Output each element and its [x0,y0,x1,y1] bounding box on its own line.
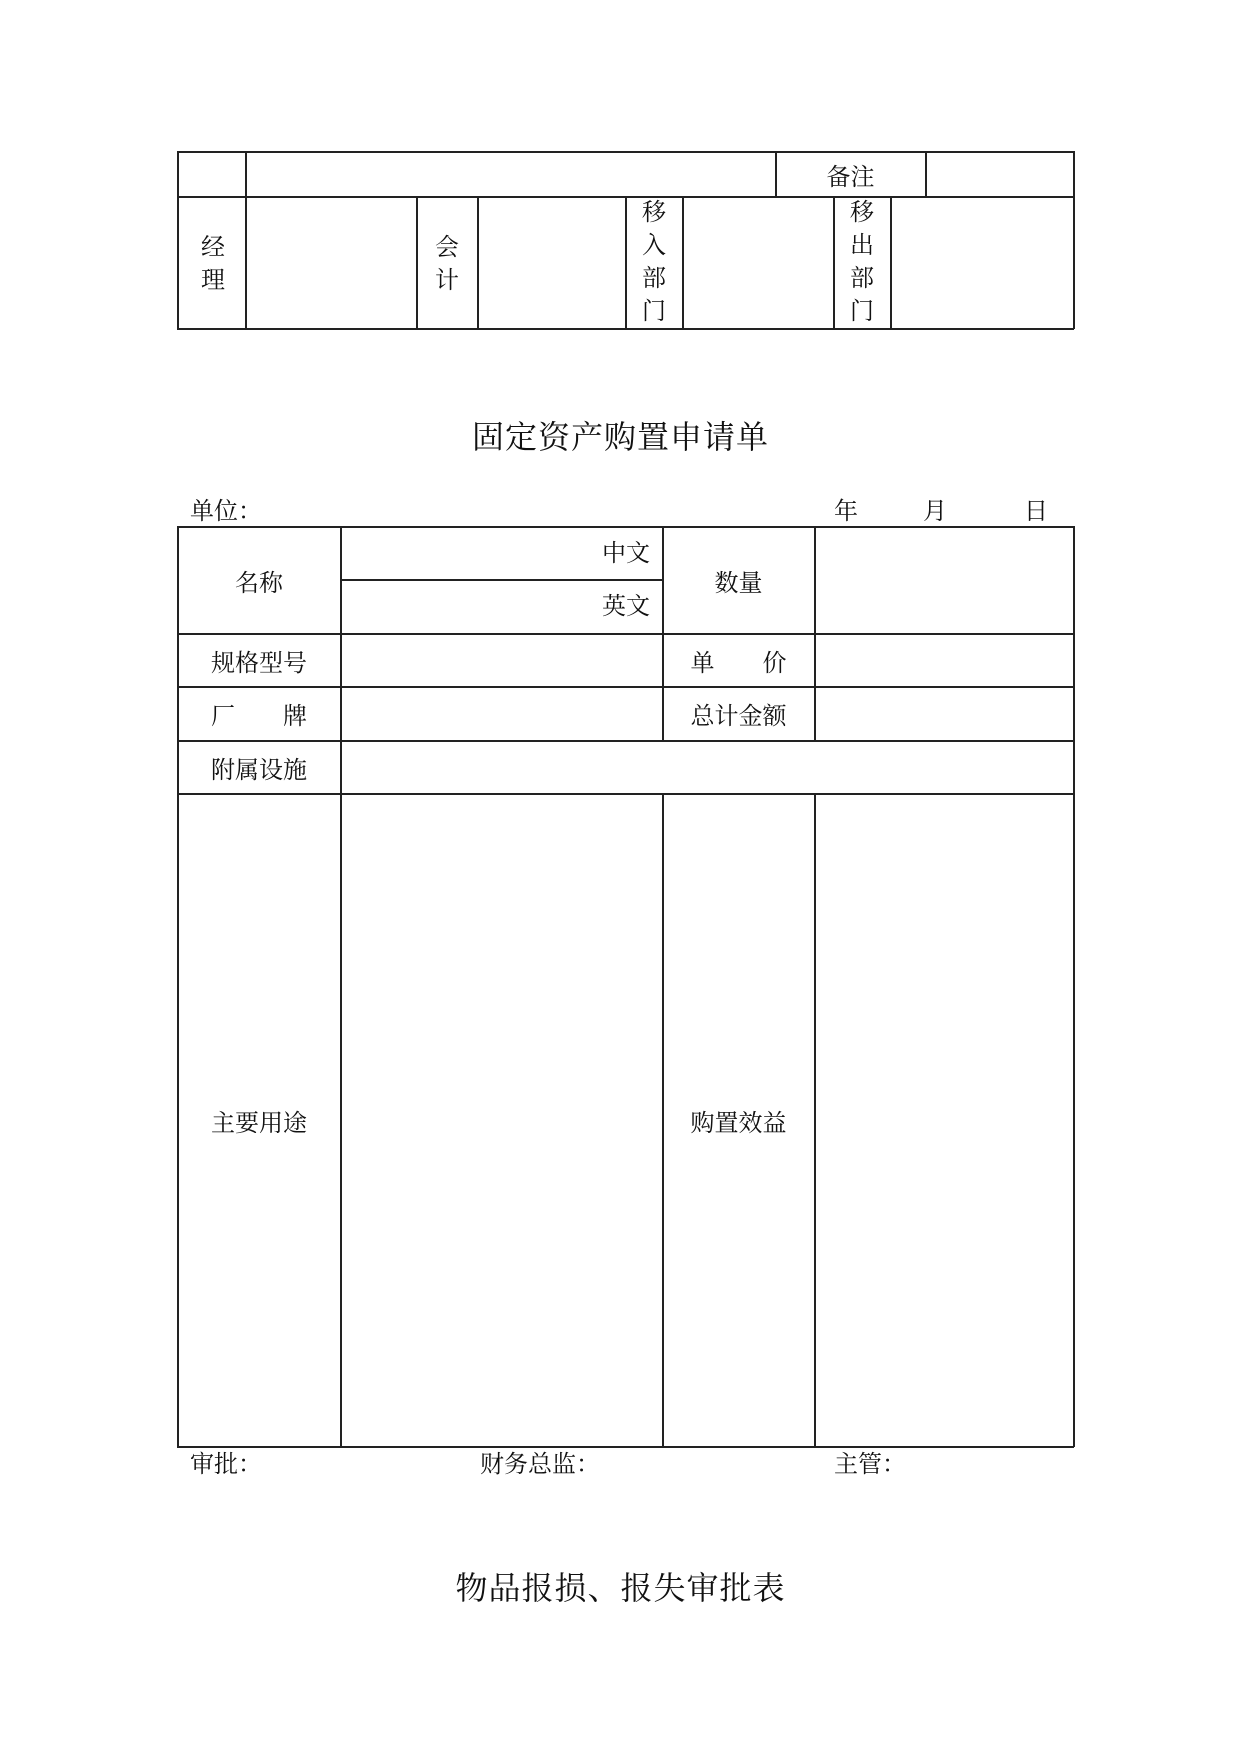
brand-label: 厂 牌 [211,702,307,730]
manager-label: 经理 [201,233,225,294]
chinese-label: 中文 [602,539,650,567]
quantity-label: 数量 [714,568,763,597]
usage-label: 主要用途 [211,1108,307,1137]
out-dept-label: 移出部门 [850,198,874,325]
english-label: 英文 [602,592,650,620]
benefit-label: 购置效益 [690,1108,787,1137]
purchase-form-title: 固定资产购置申请单 [471,418,769,456]
unit-label: 单位： [190,497,262,525]
date-day-label: 日 [1024,497,1048,525]
unit-price-label: 单 价 [690,648,787,677]
approval-label: 审批： [190,1450,262,1478]
total-amount-label: 总计金额 [690,702,787,730]
date-year-label: 年 [834,497,858,525]
loss-form-title: 物品报损、报失审批表 [455,1569,786,1607]
facility-label: 附属设施 [211,755,307,784]
in-dept-label: 移入部门 [642,198,666,325]
finance-director-label: 财务总监： [480,1450,600,1478]
supervisor-label: 主管： [834,1450,906,1478]
date-month-label: 月 [923,497,947,525]
remark-label: 备注 [826,162,875,191]
spec-label: 规格型号 [211,648,307,677]
name-label: 名称 [235,568,283,597]
accounting-label: 会计 [435,233,459,294]
